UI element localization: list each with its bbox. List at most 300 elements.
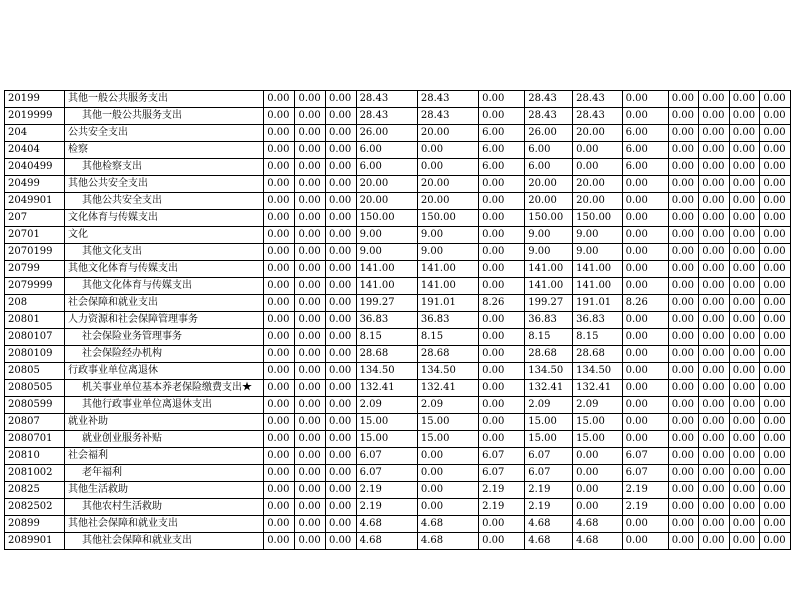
amount-cell: 36.83 <box>573 312 622 329</box>
amount-cell: 8.15 <box>417 329 478 346</box>
amount-cell: 0.00 <box>668 414 699 431</box>
amount-cell: 0.00 <box>326 91 357 108</box>
amount-cell: 0.00 <box>729 516 760 533</box>
table-row <box>5 482 791 499</box>
amount-cell: 0.00 <box>699 261 730 278</box>
account-code-cell: 20801 <box>5 312 65 329</box>
amount-cell: 0.00 <box>295 414 326 431</box>
amount-cell: 0.00 <box>417 448 478 465</box>
amount-cell: 0.00 <box>729 329 760 346</box>
amount-cell: 0.00 <box>264 312 295 329</box>
account-name-text: 其他行政事业单位离退休支出 <box>82 399 213 410</box>
amount-cell: 0.00 <box>622 244 668 261</box>
amount-cell: 0.00 <box>699 176 730 193</box>
amount-cell: 0.00 <box>760 414 791 431</box>
amount-cell: 0.00 <box>622 193 668 210</box>
amount-cell: 0.00 <box>264 499 295 516</box>
account-name-cell <box>65 431 264 448</box>
table-row <box>5 108 791 125</box>
amount-cell: 4.68 <box>417 533 478 550</box>
account-code-cell: 2080109 <box>5 346 65 363</box>
amount-cell: 0.00 <box>326 380 357 397</box>
account-name-cell <box>65 261 264 278</box>
amount-cell: 0.00 <box>668 380 699 397</box>
amount-cell: 2.19 <box>356 482 417 499</box>
account-name-cell <box>65 448 264 465</box>
amount-cell: 0.00 <box>417 465 478 482</box>
amount-cell: 0.00 <box>729 108 760 125</box>
amount-cell: 0.00 <box>729 346 760 363</box>
amount-cell: 0.00 <box>326 397 357 414</box>
amount-cell: 0.00 <box>729 244 760 261</box>
amount-cell: 15.00 <box>525 414 573 431</box>
amount-cell: 0.00 <box>668 499 699 516</box>
amount-cell: 0.00 <box>295 465 326 482</box>
account-code-cell: 2080505 <box>5 380 65 397</box>
table-row <box>5 346 791 363</box>
amount-cell: 6.07 <box>356 465 417 482</box>
amount-cell: 8.15 <box>573 329 622 346</box>
amount-cell: 36.83 <box>525 312 573 329</box>
amount-cell: 0.00 <box>295 329 326 346</box>
amount-cell: 0.00 <box>668 482 699 499</box>
amount-cell: 0.00 <box>479 210 525 227</box>
account-code-cell: 20807 <box>5 414 65 431</box>
amount-cell: 0.00 <box>264 108 295 125</box>
amount-cell: 0.00 <box>326 431 357 448</box>
amount-cell: 0.00 <box>760 125 791 142</box>
amount-cell: 15.00 <box>417 431 478 448</box>
amount-cell: 0.00 <box>326 193 357 210</box>
amount-cell: 0.00 <box>295 533 326 550</box>
account-name-cell <box>65 499 264 516</box>
amount-cell: 0.00 <box>326 295 357 312</box>
account-name-cell <box>65 465 264 482</box>
account-name-text: 其他文化体育与传媒支出 <box>68 263 179 274</box>
amount-cell: 0.00 <box>295 193 326 210</box>
amount-cell: 0.00 <box>668 125 699 142</box>
amount-cell: 9.00 <box>356 244 417 261</box>
account-name-cell <box>65 210 264 227</box>
account-name-cell <box>65 227 264 244</box>
amount-cell: 0.00 <box>295 91 326 108</box>
amount-cell: 0.00 <box>417 499 478 516</box>
amount-cell: 0.00 <box>729 312 760 329</box>
amount-cell: 0.00 <box>295 448 326 465</box>
account-code-cell: 2070199 <box>5 244 65 261</box>
amount-cell: 0.00 <box>326 227 357 244</box>
amount-cell: 191.01 <box>573 295 622 312</box>
amount-cell: 150.00 <box>417 210 478 227</box>
amount-cell: 28.43 <box>356 108 417 125</box>
amount-cell: 28.43 <box>417 91 478 108</box>
amount-cell: 0.00 <box>668 312 699 329</box>
amount-cell: 0.00 <box>729 397 760 414</box>
amount-cell: 0.00 <box>326 499 357 516</box>
amount-cell: 199.27 <box>525 295 573 312</box>
account-name-cell <box>65 176 264 193</box>
amount-cell: 0.00 <box>699 499 730 516</box>
amount-cell: 141.00 <box>356 261 417 278</box>
account-name-cell <box>65 278 264 295</box>
amount-cell: 0.00 <box>295 363 326 380</box>
amount-cell: 20.00 <box>525 176 573 193</box>
amount-cell: 0.00 <box>668 278 699 295</box>
amount-cell: 0.00 <box>729 176 760 193</box>
amount-cell: 0.00 <box>760 312 791 329</box>
amount-cell: 0.00 <box>479 312 525 329</box>
amount-cell: 0.00 <box>326 465 357 482</box>
amount-cell: 0.00 <box>622 261 668 278</box>
amount-cell: 0.00 <box>699 380 730 397</box>
account-name-text: 行政事业单位离退休 <box>68 365 159 376</box>
amount-cell: 6.07 <box>479 448 525 465</box>
amount-cell: 0.00 <box>479 244 525 261</box>
amount-cell: 0.00 <box>479 431 525 448</box>
amount-cell: 15.00 <box>573 431 622 448</box>
amount-cell: 0.00 <box>760 210 791 227</box>
amount-cell: 0.00 <box>326 414 357 431</box>
amount-cell: 0.00 <box>295 431 326 448</box>
account-code-cell: 20799 <box>5 261 65 278</box>
amount-cell: 0.00 <box>622 108 668 125</box>
amount-cell: 0.00 <box>760 516 791 533</box>
amount-cell: 0.00 <box>264 346 295 363</box>
amount-cell: 0.00 <box>622 533 668 550</box>
amount-cell: 0.00 <box>264 533 295 550</box>
amount-cell: 28.43 <box>573 108 622 125</box>
amount-cell: 0.00 <box>326 210 357 227</box>
account-name-cell <box>65 142 264 159</box>
amount-cell: 20.00 <box>356 193 417 210</box>
amount-cell: 2.09 <box>573 397 622 414</box>
amount-cell: 0.00 <box>622 397 668 414</box>
amount-cell: 0.00 <box>295 244 326 261</box>
amount-cell: 0.00 <box>295 482 326 499</box>
account-name-text: 文化 <box>68 229 89 240</box>
account-name-text: 其他社会保障和就业支出 <box>82 535 193 546</box>
amount-cell: 0.00 <box>729 533 760 550</box>
amount-cell: 20.00 <box>356 176 417 193</box>
amount-cell: 0.00 <box>326 329 357 346</box>
amount-cell: 0.00 <box>699 125 730 142</box>
amount-cell: 0.00 <box>622 329 668 346</box>
account-name-text: 社会福利 <box>68 450 109 461</box>
account-code-cell: 2040499 <box>5 159 65 176</box>
amount-cell: 150.00 <box>356 210 417 227</box>
amount-cell: 0.00 <box>699 414 730 431</box>
table-row <box>5 193 791 210</box>
account-name-cell <box>65 482 264 499</box>
amount-cell: 0.00 <box>326 346 357 363</box>
amount-cell: 0.00 <box>326 482 357 499</box>
account-name-cell <box>65 125 264 142</box>
amount-cell: 0.00 <box>264 125 295 142</box>
amount-cell: 28.68 <box>417 346 478 363</box>
amount-cell: 20.00 <box>573 125 622 142</box>
amount-cell: 0.00 <box>699 91 730 108</box>
amount-cell: 0.00 <box>668 295 699 312</box>
amount-cell: 0.00 <box>479 261 525 278</box>
amount-cell: 2.19 <box>356 499 417 516</box>
amount-cell: 0.00 <box>295 159 326 176</box>
amount-cell: 0.00 <box>699 210 730 227</box>
amount-cell: 36.83 <box>356 312 417 329</box>
amount-cell: 0.00 <box>729 210 760 227</box>
account-name-cell <box>65 159 264 176</box>
amount-cell: 0.00 <box>479 91 525 108</box>
table-row <box>5 431 791 448</box>
amount-cell: 141.00 <box>573 278 622 295</box>
amount-cell: 0.00 <box>699 108 730 125</box>
amount-cell: 0.00 <box>760 176 791 193</box>
amount-cell: 0.00 <box>760 91 791 108</box>
amount-cell: 0.00 <box>326 176 357 193</box>
amount-cell: 0.00 <box>264 363 295 380</box>
amount-cell: 0.00 <box>760 397 791 414</box>
account-name-text: 其他农村生活救助 <box>82 501 163 512</box>
amount-cell: 141.00 <box>417 278 478 295</box>
amount-cell: 0.00 <box>295 312 326 329</box>
table-body <box>5 91 791 550</box>
amount-cell: 4.68 <box>356 533 417 550</box>
table-row <box>5 380 791 397</box>
amount-cell: 0.00 <box>668 465 699 482</box>
account-name-text: 其他一般公共服务支出 <box>68 93 169 104</box>
amount-cell: 0.00 <box>668 142 699 159</box>
account-code-cell: 20899 <box>5 516 65 533</box>
amount-cell: 0.00 <box>729 380 760 397</box>
amount-cell: 0.00 <box>729 261 760 278</box>
amount-cell: 0.00 <box>573 482 622 499</box>
amount-cell: 0.00 <box>573 448 622 465</box>
amount-cell: 0.00 <box>729 482 760 499</box>
amount-cell: 20.00 <box>417 176 478 193</box>
amount-cell: 6.07 <box>622 465 668 482</box>
amount-cell: 0.00 <box>760 295 791 312</box>
account-name-cell <box>65 380 264 397</box>
amount-cell: 28.68 <box>525 346 573 363</box>
amount-cell: 0.00 <box>622 91 668 108</box>
account-name-text: 社会保障和就业支出 <box>68 297 159 308</box>
amount-cell: 0.00 <box>326 244 357 261</box>
amount-cell: 0.00 <box>699 482 730 499</box>
amount-cell: 141.00 <box>525 278 573 295</box>
amount-cell: 0.00 <box>295 142 326 159</box>
table-row <box>5 312 791 329</box>
table-row <box>5 125 791 142</box>
amount-cell: 0.00 <box>479 346 525 363</box>
amount-cell: 0.00 <box>668 516 699 533</box>
amount-cell: 0.00 <box>760 380 791 397</box>
amount-cell: 0.00 <box>326 261 357 278</box>
amount-cell: 0.00 <box>699 244 730 261</box>
amount-cell: 0.00 <box>326 159 357 176</box>
amount-cell: 0.00 <box>729 295 760 312</box>
amount-cell: 20.00 <box>573 193 622 210</box>
amount-cell: 0.00 <box>760 533 791 550</box>
account-name-cell <box>65 414 264 431</box>
amount-cell: 132.41 <box>525 380 573 397</box>
amount-cell: 0.00 <box>479 397 525 414</box>
amount-cell: 0.00 <box>668 533 699 550</box>
amount-cell: 0.00 <box>699 329 730 346</box>
account-code-cell: 2079999 <box>5 278 65 295</box>
amount-cell: 0.00 <box>264 227 295 244</box>
amount-cell: 0.00 <box>760 499 791 516</box>
amount-cell: 2.19 <box>479 482 525 499</box>
amount-cell: 141.00 <box>525 261 573 278</box>
amount-cell: 0.00 <box>573 142 622 159</box>
amount-cell: 20.00 <box>417 193 478 210</box>
amount-cell: 0.00 <box>668 193 699 210</box>
amount-cell: 0.00 <box>699 431 730 448</box>
account-code-cell: 2080701 <box>5 431 65 448</box>
amount-cell: 0.00 <box>729 363 760 380</box>
amount-cell: 15.00 <box>417 414 478 431</box>
amount-cell: 0.00 <box>417 482 478 499</box>
amount-cell: 15.00 <box>525 431 573 448</box>
amount-cell: 4.68 <box>417 516 478 533</box>
amount-cell: 0.00 <box>699 516 730 533</box>
amount-cell: 0.00 <box>760 159 791 176</box>
amount-cell: 6.00 <box>479 142 525 159</box>
amount-cell: 0.00 <box>760 108 791 125</box>
amount-cell: 0.00 <box>729 193 760 210</box>
amount-cell: 132.41 <box>356 380 417 397</box>
account-name-cell <box>65 312 264 329</box>
amount-cell: 15.00 <box>573 414 622 431</box>
amount-cell: 0.00 <box>668 210 699 227</box>
amount-cell: 150.00 <box>525 210 573 227</box>
amount-cell: 0.00 <box>622 176 668 193</box>
amount-cell: 0.00 <box>729 91 760 108</box>
amount-cell: 2.19 <box>622 482 668 499</box>
amount-cell: 0.00 <box>295 295 326 312</box>
account-code-cell: 20825 <box>5 482 65 499</box>
account-name-cell <box>65 193 264 210</box>
account-name-text: 机关事业单位基本养老保险缴费支出★ <box>82 382 253 393</box>
table-row <box>5 397 791 414</box>
amount-cell: 0.00 <box>479 414 525 431</box>
account-name-text: 检察 <box>68 144 89 155</box>
amount-cell: 0.00 <box>264 142 295 159</box>
amount-cell: 0.00 <box>668 227 699 244</box>
amount-cell: 0.00 <box>295 210 326 227</box>
table-row <box>5 210 791 227</box>
account-name-text: 其他检察支出 <box>82 161 143 172</box>
table-row <box>5 499 791 516</box>
amount-cell: 28.43 <box>525 91 573 108</box>
amount-cell: 141.00 <box>356 278 417 295</box>
amount-cell: 2.19 <box>479 499 525 516</box>
amount-cell: 0.00 <box>573 159 622 176</box>
amount-cell: 0.00 <box>729 414 760 431</box>
amount-cell: 0.00 <box>326 108 357 125</box>
amount-cell: 0.00 <box>668 431 699 448</box>
account-name-text: 其他文化体育与传媒支出 <box>82 280 193 291</box>
amount-cell: 0.00 <box>760 261 791 278</box>
account-name-text: 其他生活救助 <box>68 484 129 495</box>
amount-cell: 9.00 <box>417 244 478 261</box>
amount-cell: 0.00 <box>729 465 760 482</box>
amount-cell: 0.00 <box>622 312 668 329</box>
account-code-cell: 2080599 <box>5 397 65 414</box>
amount-cell: 134.50 <box>525 363 573 380</box>
amount-cell: 6.00 <box>356 159 417 176</box>
amount-cell: 2.09 <box>356 397 417 414</box>
amount-cell: 0.00 <box>668 91 699 108</box>
amount-cell: 0.00 <box>326 448 357 465</box>
amount-cell: 0.00 <box>326 363 357 380</box>
amount-cell: 9.00 <box>525 227 573 244</box>
amount-cell: 0.00 <box>264 244 295 261</box>
amount-cell: 0.00 <box>729 142 760 159</box>
table-row <box>5 363 791 380</box>
amount-cell: 0.00 <box>668 397 699 414</box>
amount-cell: 2.19 <box>525 482 573 499</box>
account-name-text: 人力资源和社会保障管理事务 <box>68 314 199 325</box>
amount-cell: 0.00 <box>295 278 326 295</box>
amount-cell: 0.00 <box>699 312 730 329</box>
amount-cell: 0.00 <box>622 431 668 448</box>
account-code-cell: 20810 <box>5 448 65 465</box>
amount-cell: 0.00 <box>264 159 295 176</box>
amount-cell: 0.00 <box>295 516 326 533</box>
amount-cell: 0.00 <box>264 465 295 482</box>
amount-cell: 2.09 <box>525 397 573 414</box>
budget-table <box>4 90 791 550</box>
amount-cell: 28.43 <box>417 108 478 125</box>
table-row <box>5 414 791 431</box>
amount-cell: 0.00 <box>264 397 295 414</box>
amount-cell: 0.00 <box>729 448 760 465</box>
amount-cell: 28.43 <box>356 91 417 108</box>
amount-cell: 132.41 <box>573 380 622 397</box>
amount-cell: 199.27 <box>356 295 417 312</box>
account-code-cell: 204 <box>5 125 65 142</box>
amount-cell: 0.00 <box>326 516 357 533</box>
account-code-cell: 2049901 <box>5 193 65 210</box>
amount-cell: 0.00 <box>622 414 668 431</box>
amount-cell: 0.00 <box>760 278 791 295</box>
amount-cell: 8.26 <box>622 295 668 312</box>
amount-cell: 0.00 <box>699 193 730 210</box>
amount-cell: 0.00 <box>479 533 525 550</box>
table-row <box>5 142 791 159</box>
amount-cell: 20.00 <box>573 176 622 193</box>
amount-cell: 0.00 <box>699 397 730 414</box>
amount-cell: 6.07 <box>622 448 668 465</box>
amount-cell: 8.15 <box>525 329 573 346</box>
amount-cell: 0.00 <box>760 193 791 210</box>
amount-cell: 134.50 <box>417 363 478 380</box>
amount-cell: 0.00 <box>760 482 791 499</box>
amount-cell: 0.00 <box>295 227 326 244</box>
amount-cell: 0.00 <box>668 176 699 193</box>
table-row <box>5 91 791 108</box>
amount-cell: 0.00 <box>622 516 668 533</box>
amount-cell: 0.00 <box>699 363 730 380</box>
amount-cell: 28.43 <box>573 91 622 108</box>
amount-cell: 134.50 <box>356 363 417 380</box>
amount-cell: 0.00 <box>699 159 730 176</box>
amount-cell: 0.00 <box>760 244 791 261</box>
amount-cell: 36.83 <box>417 312 478 329</box>
amount-cell: 0.00 <box>699 465 730 482</box>
amount-cell: 0.00 <box>699 142 730 159</box>
table-row <box>5 329 791 346</box>
